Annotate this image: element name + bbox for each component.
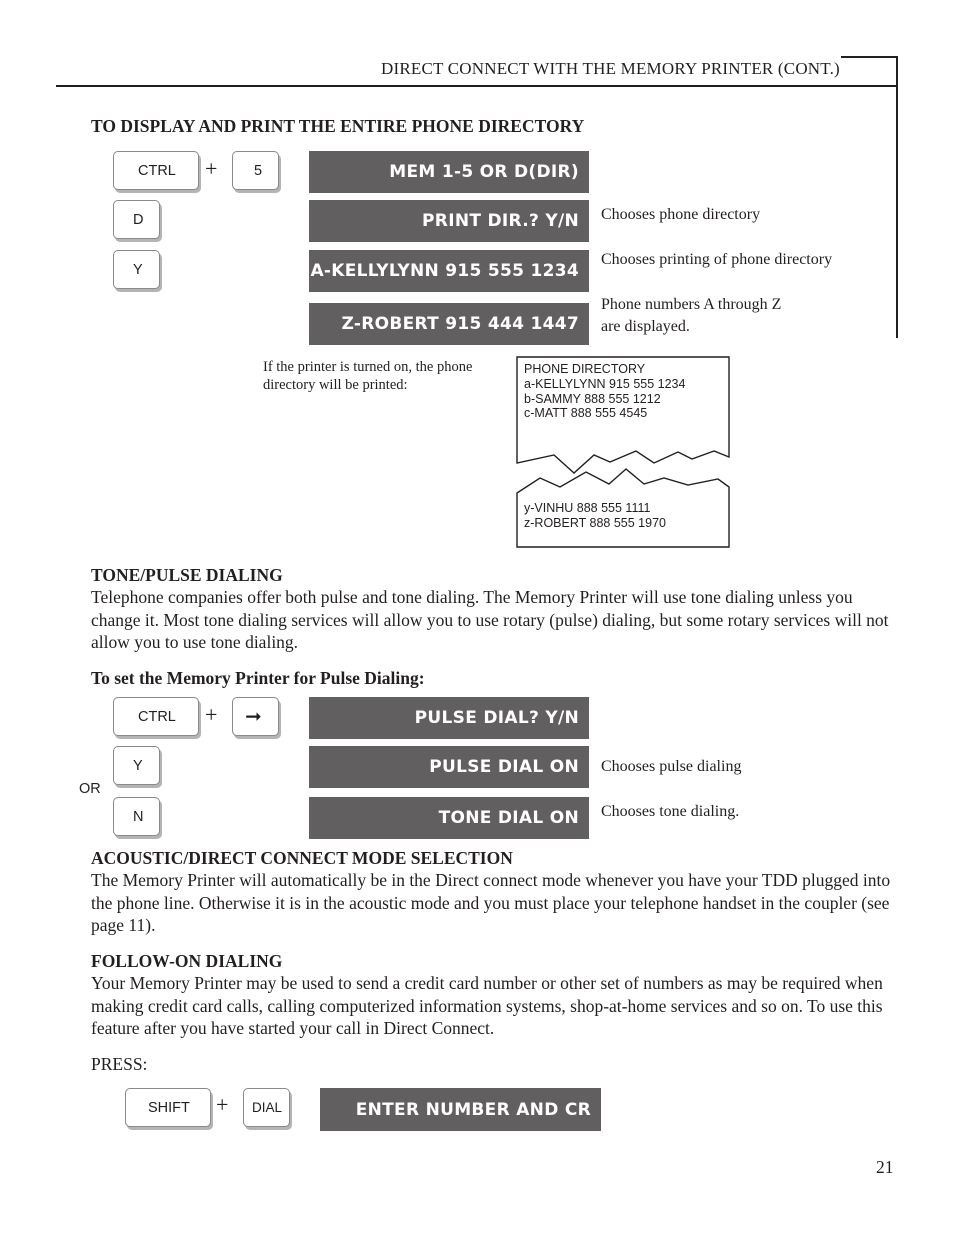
tone-pulse-paragraph: Telephone companies offer both pulse and tone dialing. The Memory Printer will use tone dialing unless you change it. Most tone dialing services will allow you to use rotary (pulse) dialing, but some rotary services will not allow you to use tone dialing.	[91, 587, 889, 652]
section-heading-follow-on: FOLLOW-ON DIALING	[91, 951, 283, 971]
step-note: Chooses phone directory	[601, 206, 761, 223]
step-note: are displayed.	[601, 318, 690, 335]
pulse-subheading: To set the Memory Printer for Pulse Dialing:	[91, 668, 425, 688]
lcd-display: ENTER NUMBER AND CR	[320, 1088, 601, 1131]
step-note: Phone numbers A through Z	[601, 296, 782, 313]
ctrl-key: CTRL	[113, 697, 199, 736]
section-heading-acoustic: ACOUSTIC/DIRECT CONNECT MODE SELECTION	[91, 848, 513, 868]
printer-note: If the printer is turned on, the phone directory will be printed:	[263, 359, 473, 393]
y-key: Y	[113, 250, 160, 289]
printout-top	[524, 362, 685, 421]
section-heading-tone-pulse: TONE/PULSE DIALING	[91, 565, 283, 585]
printout-line: c-MATT 888 555 4545	[524, 406, 648, 421]
printout-line: a-KELLYLYNN 915 555 1234	[524, 376, 686, 391]
ctrl-key: CTRL	[113, 151, 199, 190]
running-header: DIRECT CONNECT WITH THE MEMORY PRINTER (CONT.)	[381, 59, 840, 78]
printout-line: PHONE DIRECTORY	[524, 362, 646, 376]
header-corner-rule	[841, 56, 898, 58]
lcd-display: TONE DIAL ON	[309, 797, 589, 839]
y-key: Y	[113, 746, 160, 785]
step-note: Chooses printing of phone directory	[601, 251, 833, 268]
acoustic-paragraph: The Memory Printer will automatically be in the Direct connect mode whenever you have your TDD plugged into the phone line. Otherwise it is in the acoustic mode and you must place your telephone handset in the coupler (see page 11).	[91, 870, 891, 935]
five-key: 5	[232, 151, 279, 190]
lcd-display: PRINT DIR.? Y/N	[309, 200, 589, 242]
dial-key: DIAL	[243, 1088, 290, 1127]
printout-line: z-ROBERT 888 555 1970	[524, 515, 666, 530]
printout-line: y-VINHU 888 555 1111	[524, 501, 651, 515]
lcd-display: MEM 1-5 OR D(DIR)	[309, 151, 589, 193]
step-note: Chooses pulse dialing	[601, 758, 742, 775]
lcd-display: PULSE DIAL ON	[309, 746, 589, 788]
d-key: D	[113, 200, 160, 239]
or-label: OR	[79, 781, 101, 797]
plus-sign: +	[216, 1092, 229, 1117]
lcd-display: Z-ROBERT 915 444 1447	[309, 303, 589, 345]
press-label: PRESS:	[91, 1054, 148, 1074]
follow-on-paragraph: Your Memory Printer may be used to send a credit card number or other set of numbers as may be required when making credit card calls, calling computerized information systems, shop-at-home services and so on. To use this feature after you have started your call in Direct Connect.	[91, 973, 883, 1038]
plus-sign: +	[205, 156, 218, 181]
step-note: Chooses tone dialing.	[601, 803, 740, 820]
section-heading-directory: TO DISPLAY AND PRINT THE ENTIRE PHONE DIRECTORY	[91, 116, 585, 136]
page-number: 21	[876, 1157, 894, 1177]
lcd-display: PULSE DIAL? Y/N	[309, 697, 589, 739]
shift-key: SHIFT	[125, 1088, 211, 1127]
arrow-right-key-icon: ➞	[232, 697, 279, 736]
printout-bottom	[524, 501, 666, 531]
right-margin-rule	[896, 56, 898, 338]
n-key: N	[113, 797, 160, 836]
plus-sign: +	[205, 702, 218, 727]
printout-line: b-SAMMY 888 555 1212	[524, 391, 661, 406]
header-rule	[56, 85, 898, 87]
lcd-display: A-KELLYLYNN 915 555 1234	[309, 250, 589, 292]
